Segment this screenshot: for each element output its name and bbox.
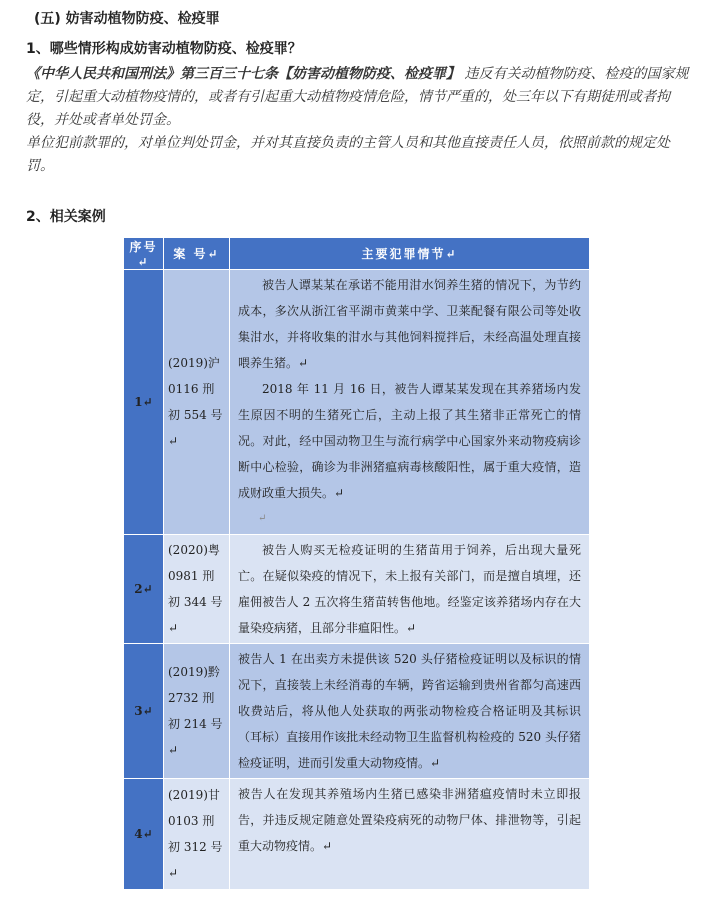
description-paragraph: 被告人购买无检疫证明的生猪苗用于饲养，后出现大量死亡。在疑似染疫的情况下，未上报有关部门，而是擅自填埋，还雇佣被告人 2 五次将生猪苗转售他地。经鉴定该养猪场内存在大量染疫病猪，且部分非瘟阳性。↵ xyxy=(238,543,581,635)
row-seq: 1↵ xyxy=(124,270,164,535)
cases-table xyxy=(123,237,590,890)
row-description xyxy=(230,535,590,644)
question-title: 1、哪些情形构成妨害动植物防疫、检疫罪？ xyxy=(26,41,302,57)
table-header-row xyxy=(124,238,590,270)
description-paragraph: 被告人谭某某在承诺不能用泔水饲养生猪的情况下，为节约成本，多次从浙江省平湖市黄莱中学、卫莱配餐有限公司等处收集泔水，并将收集的泔水与其他饲料搅拌后，未经高温处理直接喂养生猪。↵ xyxy=(238,278,581,370)
section-title: (五) 妨害动植物防疫、检疫罪 xyxy=(34,11,220,27)
header-main-facts: 主要犯罪情节↵ xyxy=(230,238,590,270)
row-seq: 2↵ xyxy=(124,535,164,644)
table-row xyxy=(124,535,590,644)
header-seq: 序号↵ xyxy=(124,238,164,270)
row-case-no: (2020)粤 0981 刑初 344 号↵ xyxy=(164,535,230,644)
description-paragraph: ↵ xyxy=(258,513,267,524)
table-row xyxy=(124,644,590,779)
row-case-no: (2019)黔 2732 刑初 214 号↵ xyxy=(164,644,230,779)
row-seq: 3↵ xyxy=(124,644,164,779)
row-description xyxy=(230,644,590,779)
row-case-no: (2019)甘 0103 刑初 312 号↵ xyxy=(164,779,230,890)
law-text: 违反有关动植物防疫、检疫的国家规定，引起重大动植物疫情的，或者有引起重大动植物疫情危险，情节严重的，处三年以下有期徒刑或者拘役，并处或者单处罚金。 xyxy=(26,66,689,128)
header-case-no: 案 号↵ xyxy=(164,238,230,270)
description-paragraph: 2018 年 11 月 16 日，被告人谭某某发现在其养猪场内发生原因不明的生猪死亡后，主动上报了其生猪非正常死亡的情况。对此，经中国动物卫生与流行病学中心国家外来动物疫病诊断中心检验，确诊为非洲猪瘟病毒核酸阳性，属于重大疫情，造成财政重大损失。↵ xyxy=(238,382,581,500)
description-paragraph: 被告人 1 在出卖方未提供该 520 头仔猪检疫证明以及标识的情况下，直接装上未经消毒的车辆，跨省运输到贵州省都匀高速西收费站后，将从他人处获取的两张动物检疫合格证明及其标识（耳标）直接用作该批未经动物卫生监督机构检疫的 520 头仔猪检疫证明，进而引发重大动物疫情。↵ xyxy=(238,652,581,770)
row-description xyxy=(230,779,590,890)
unit-clause: 单位犯前款罪的，对单位判处罚金，并对其直接负责的主管人员和其他直接责任人员，依照前款的规定处罚。 xyxy=(26,135,670,174)
law-paragraph xyxy=(26,63,694,132)
row-seq: 4↵ xyxy=(124,779,164,890)
table-row xyxy=(124,779,590,890)
description-paragraph: 被告人在发现其养殖场内生猪已感染非洲猪瘟疫情时未立即报告，并违反规定随意处置染疫病死的动物尸体、排泄物等，引起重大动物疫情。↵ xyxy=(238,787,581,853)
table-row xyxy=(124,270,590,535)
row-case-no: (2019)沪 0116 刑初 554 号↵ xyxy=(164,270,230,535)
law-name: 《中华人民共和国刑法》第三百三十七条【妨害动植物防疫、检疫罪】 xyxy=(26,66,460,82)
cases-title: 2、相关案例 xyxy=(26,209,106,225)
row-description xyxy=(230,270,590,535)
